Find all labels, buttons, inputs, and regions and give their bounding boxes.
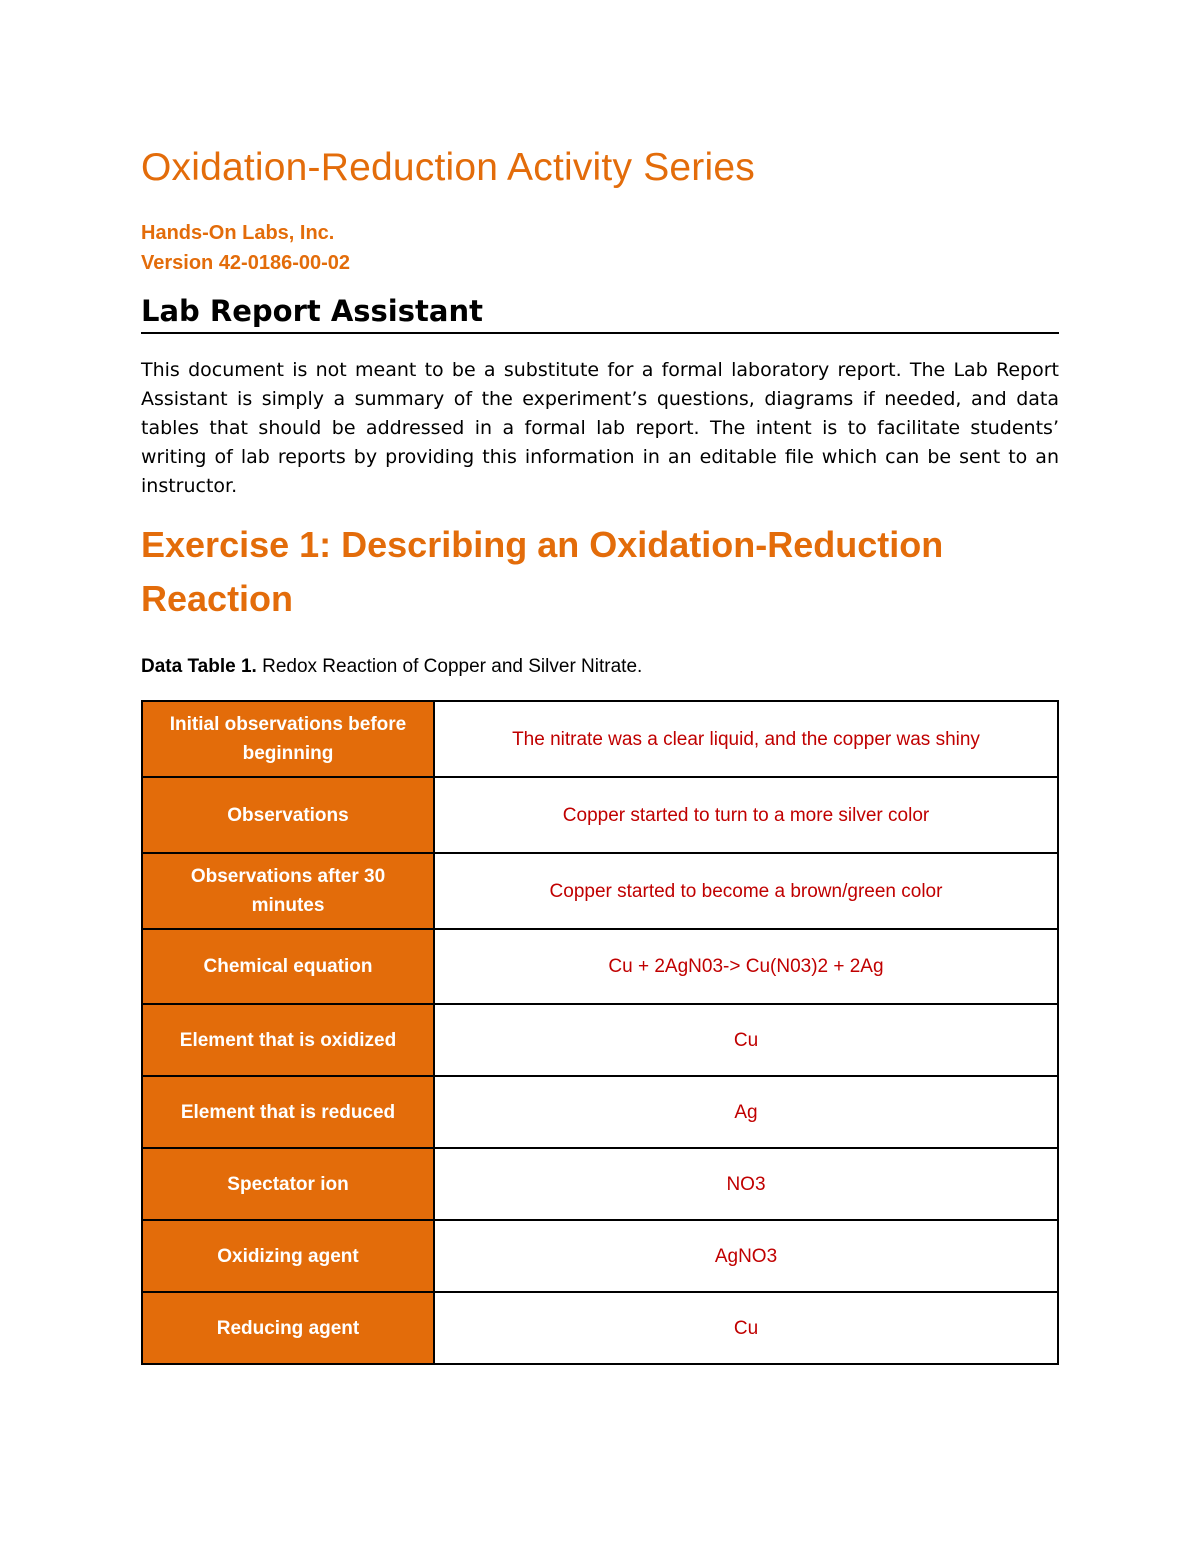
row-label: Observations after 30 minutes xyxy=(142,853,434,929)
section-title: Lab Report Assistant xyxy=(141,294,1059,334)
table-row xyxy=(142,1292,1058,1364)
table-row xyxy=(142,1148,1058,1220)
table-row xyxy=(142,777,1058,853)
company-name: Hands-On Labs, Inc. xyxy=(141,222,335,244)
row-label: Element that is oxidized xyxy=(142,1004,434,1076)
row-value[interactable]: Copper started to turn to a more silver color xyxy=(434,777,1058,853)
table-caption-label: Data Table 1. xyxy=(141,656,257,677)
table-row xyxy=(142,853,1058,929)
row-value[interactable]: Copper started to become a brown/green color xyxy=(434,853,1058,929)
row-label: Chemical equation xyxy=(142,929,434,1004)
row-value[interactable]: Cu xyxy=(434,1292,1058,1364)
row-label: Oxidizing agent xyxy=(142,1220,434,1292)
table-row xyxy=(142,701,1058,777)
table-caption xyxy=(141,656,642,678)
row-value[interactable]: The nitrate was a clear liquid, and the copper was shiny xyxy=(434,701,1058,777)
row-value[interactable]: NO3 xyxy=(434,1148,1058,1220)
exercise-title: Exercise 1: Describing an Oxidation-Reduction Reaction xyxy=(141,524,944,619)
row-value[interactable]: Cu xyxy=(434,1004,1058,1076)
row-label: Initial observations before beginning xyxy=(142,701,434,777)
row-value[interactable]: Cu + 2AgN03-> Cu(N03)2 + 2Ag xyxy=(434,929,1058,1004)
data-table-1 xyxy=(141,700,1059,1365)
table-row xyxy=(142,1004,1058,1076)
table-row xyxy=(142,1076,1058,1148)
row-label: Element that is reduced xyxy=(142,1076,434,1148)
table-row xyxy=(142,1220,1058,1292)
table-caption-text: Redox Reaction of Copper and Silver Nitrate. xyxy=(256,656,643,677)
row-value[interactable]: Ag xyxy=(434,1076,1058,1148)
document-title: Oxidation-Reduction Activity Series xyxy=(141,146,755,189)
row-value[interactable]: AgNO3 xyxy=(434,1220,1058,1292)
row-label: Spectator ion xyxy=(142,1148,434,1220)
row-label: Reducing agent xyxy=(142,1292,434,1364)
intro-paragraph: This document is not meant to be a substitute for a formal laboratory report. The Lab Report Assistant is simply a summary of the experiment’s questions, diagrams if needed, and data tables that should be addressed in a formal lab report. The intent is to facilitate students’ writing of lab reports by providing this information in an editable file which can be sent to an instructor. xyxy=(141,359,1059,497)
version-number: Version 42-0186-00-02 xyxy=(141,252,351,274)
table-row xyxy=(142,929,1058,1004)
row-label: Observations xyxy=(142,777,434,853)
